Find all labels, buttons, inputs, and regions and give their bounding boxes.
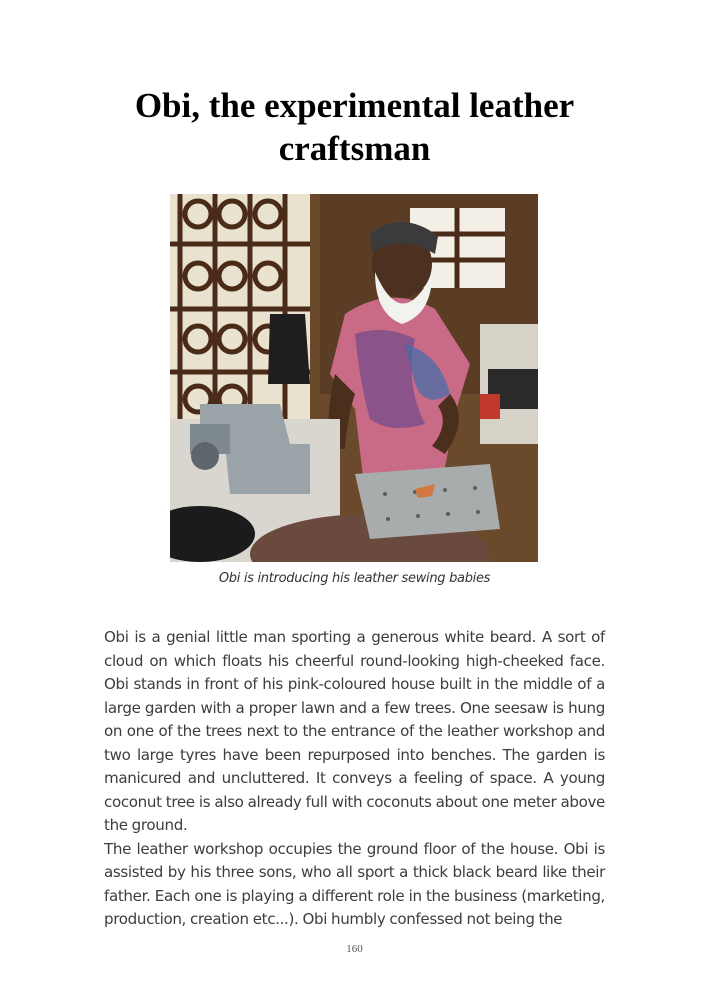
page-title: Obi, the experimental leather craftsman	[134, 86, 575, 168]
body-text	[104, 626, 605, 932]
photo-caption: Obi is introducing his leather sewing babies	[218, 571, 491, 586]
paragraph: The leather workshop occupies the ground floor of the house. Obi is assisted by his three sons, who all sport a thick black beard like their father. Each one is playing a different role in the business (marketing, production, creation etc...). Obi humbly confessed not being the	[104, 839, 605, 928]
workshop-photo	[170, 194, 538, 562]
page-number: 160	[346, 943, 363, 955]
paragraph: Obi is a genial little man sporting a generous white beard. A sort of cloud on which floats his cheerful round-looking high-cheeked face. Obi stands in front of his pink-coloured house built in the middle of a large garden with a proper lawn and a few trees. One seesaw is hung on one of the trees next to the entrance of the leather workshop and two large tyres have been repurposed into benches. The garden is manicured and uncluttered. It conveys a feeling of space. A young coconut tree is also already full with coconuts about one meter above the ground.	[104, 628, 605, 834]
